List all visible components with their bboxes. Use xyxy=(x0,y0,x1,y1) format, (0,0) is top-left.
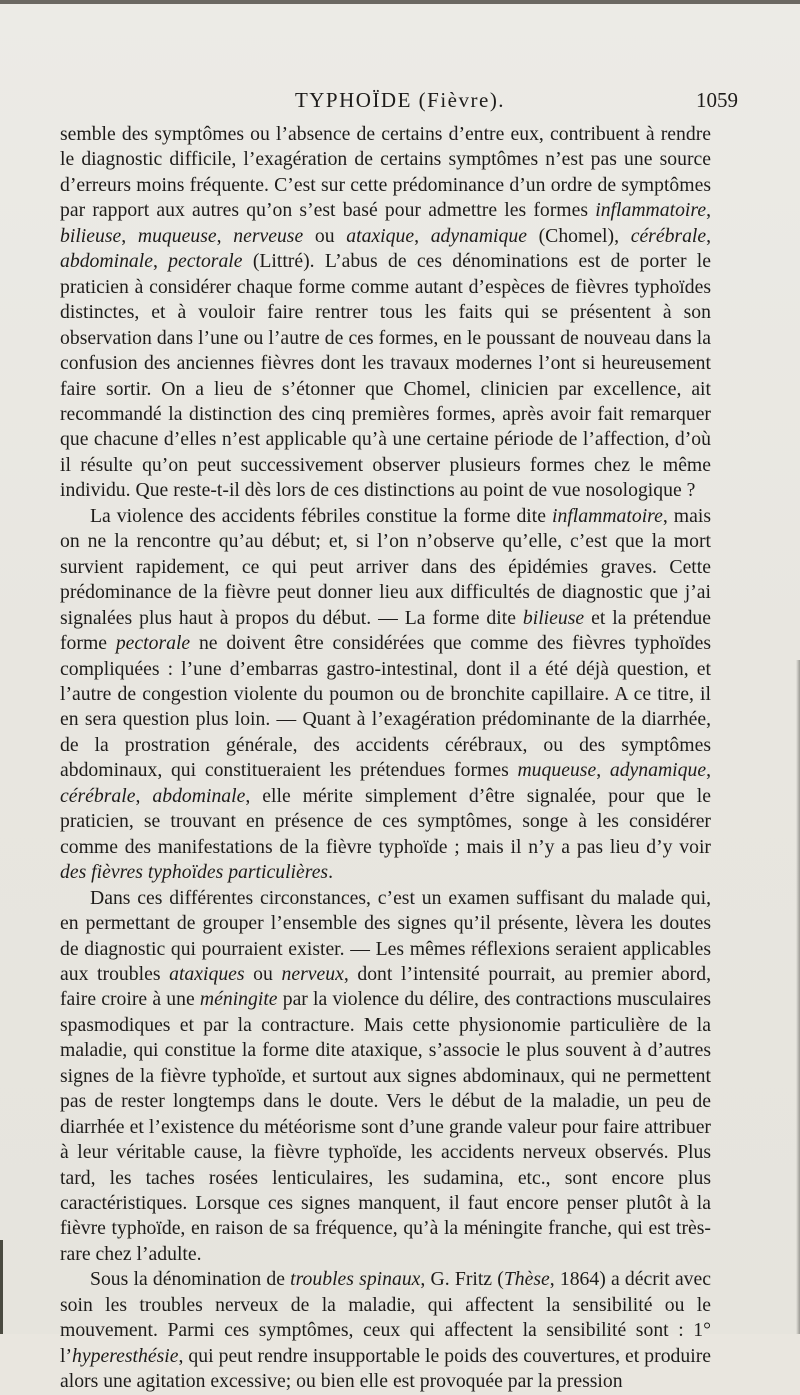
italic-term: méningite xyxy=(199,988,278,1011)
italic-term: pectorale xyxy=(168,250,243,273)
italic-term: ataxiques xyxy=(169,962,245,985)
body-text xyxy=(60,122,711,1395)
text-run: ou xyxy=(303,224,347,247)
italic-term: adynamique xyxy=(609,759,707,782)
italic-term: muqueuse xyxy=(137,224,217,247)
text-run: , xyxy=(135,784,153,807)
page-header xyxy=(0,88,800,118)
text-run: Sous la dénomination de xyxy=(90,1268,291,1291)
text-run: , xyxy=(706,759,711,782)
italic-term: abdominale xyxy=(152,784,246,807)
italic-term: inflammatoire xyxy=(552,504,663,527)
text-run: . xyxy=(328,861,334,884)
text-run: , dont l’intensité pourrait, au premier abord, faire croire à une xyxy=(60,962,711,1011)
text-run: , xyxy=(121,224,138,247)
text-run: ou xyxy=(244,962,282,985)
text-run: ne doivent être considérées que comme des fièvres typhoïdes compliquées : l’une d’embarras gastro-intestinal, dont il a été déjà question, et l’autre de congestion violente du poumon ou de bronchite capillaire. A ce titre, il en sera question plus loin. — Quant à l’exagération prédominante de la diarrhée, de la prostration générale, des accidents cérébraux, ou des symptômes abdominaux, qui constitueraient les prétendues formes xyxy=(60,632,711,782)
paragraph-2 xyxy=(60,504,711,886)
text-run: Dans ces différentes circonstances, c’est un examen suffisant du malade qui, en permettant de grouper l’ensemble des signes qu’il présente, lèvera les doutes de diagnostic qui pourraient exister. — Les mêmes réflexions seraient applicables aux troubles xyxy=(60,886,711,985)
text-run: (Chomel), xyxy=(526,224,631,247)
paragraph-4 xyxy=(60,1267,711,1394)
text-run: , xyxy=(152,250,169,273)
page-edge-shadow xyxy=(796,660,800,1334)
text-run: , xyxy=(414,224,431,247)
top-border xyxy=(0,0,800,4)
italic-term: hyperesthésie xyxy=(72,1344,179,1367)
italic-term: pectorale xyxy=(115,632,191,655)
italic-term: troubles spinaux xyxy=(290,1268,421,1291)
italic-term: inflammatoire xyxy=(595,199,707,222)
italic-term: nerveuse xyxy=(233,224,304,247)
text-run: et la prétendue forme xyxy=(60,606,711,655)
text-run: semble des symptômes ou l’absence de certains d’entre eux, contribuent à rendre le diagnostic difficile, l’exagération de certains symptômes n’est pas une source d’erreurs moins fréquente. C’est sur cette prédominance d’un ordre de symptômes par rapport aux autres qu’on s’est basé pour admettre les formes xyxy=(60,123,711,222)
binding-mark xyxy=(0,1240,3,1334)
italic-term: cérébrale xyxy=(630,224,707,247)
text-run: , G. Fritz ( xyxy=(420,1268,504,1291)
text-run: , xyxy=(216,224,234,247)
paragraph-1 xyxy=(60,122,711,504)
text-run: , qui peut rendre insupportable le poids des couvertures, et produire alors une agitation excessive; ou bien elle est provoquée par la pression xyxy=(60,1344,711,1393)
italic-term: ataxique xyxy=(346,224,415,247)
italic-term: adynamique xyxy=(430,224,527,247)
text-run: (Littré). L’abus de ces dénominations est de porter le praticien à considérer chaque forme comme autant d’espèces de fièvres typhoïdes distinctes, et à vouloir faire rentrer tous les faits qui se présentent à son observation dans l’une ou l’autre de ces formes, en le poussant de nouveau dans la confusion des anciennes fièvres dont les travaux modernes l’ont si heureusement faire sortir. On a lieu de s’étonner que Chomel, clinicien par excellence, ait recommandé la distinction des cinq premières formes, après avoir fait remarquer que chacune d’elles n’est applicable qu’à une certaine période de l’affection, d’où il résulte qu’on peut successivement observer plusieurs formes chez le même individu. Que reste-t-il dès lors de ces distinctions au point de vue nosologique ? xyxy=(60,250,711,502)
text-run: La violence des accidents fébriles constitue la forme dite xyxy=(90,504,553,527)
text-run: , elle mérite simplement d’être signalée, pour que le praticien, se trouvant en présence de ces symptômes, songe à les considérer comme des manifestations de la fièvre typhoïde ; mais il n’y a pas lieu d’y voir xyxy=(60,784,711,858)
running-title: TYPHOÏDE (Fièvre). xyxy=(294,88,506,112)
italic-term: nerveux xyxy=(281,962,344,985)
text-run: , xyxy=(596,759,610,782)
italic-term: bilieuse xyxy=(522,606,585,629)
text-run: , xyxy=(706,224,712,247)
paragraph-3 xyxy=(60,886,711,1268)
text-run: , 1864) a décrit avec soin les troubles nerveux de la maladie, qui affectent la sensibilité ou le mouvement. Parmi ces symptômes, ceux qui affectent la sensibilité sont : 1° l’ xyxy=(60,1268,712,1367)
text-run: , xyxy=(706,199,711,222)
italic-term: muqueuse xyxy=(517,759,597,782)
text-run: par la violence du délire, des contractions musculaires spasmodiques et par la contracture. Mais cette physionomie particulière de la maladie, qui constitue la forme dite ataxique, s’associe le plus souvent à d’autres signes de la fièvre typhoïde, et surtout aux signes abdominaux, qui ne permettent pas de rester longtemps dans le doute. Vers le début de la maladie, un peu de diarrhée et l’existence du météorisme sont d’une grande valeur pour faire attribuer à leur véritable cause, la fièvre typhoïde, les accidents nerveux observés. Plus tard, les taches rosées lenticulaires, les sudamina, etc., sont encore plus caractéristiques. Lorsque ces signes manquent, il faut encore penser plutôt à la fièvre typhoïde, en raison de sa fréquence, qu’à la méningite franche, qui est très-rare chez l’adulte. xyxy=(60,988,712,1265)
italic-term: abdominale xyxy=(60,250,153,273)
italic-term: cérébrale xyxy=(60,784,136,807)
italic-term: bilieuse xyxy=(60,224,122,247)
italic-term: des fièvres typhoïdes particulières xyxy=(60,861,329,884)
page-number: 1059 xyxy=(696,88,738,112)
italic-term: Thèse xyxy=(503,1268,550,1291)
text-run: , mais on ne la rencontre qu’au début; et, si l’on n’observe qu’elle, c’est que la mort survient rapidement, ce qui peut arriver dans des épidémies graves. Cette prédominance de la fièvre peut donner lieu aux difficultés de diagnostic que j’ai signalées plus haut à propos du début. — La forme dite xyxy=(60,504,711,629)
